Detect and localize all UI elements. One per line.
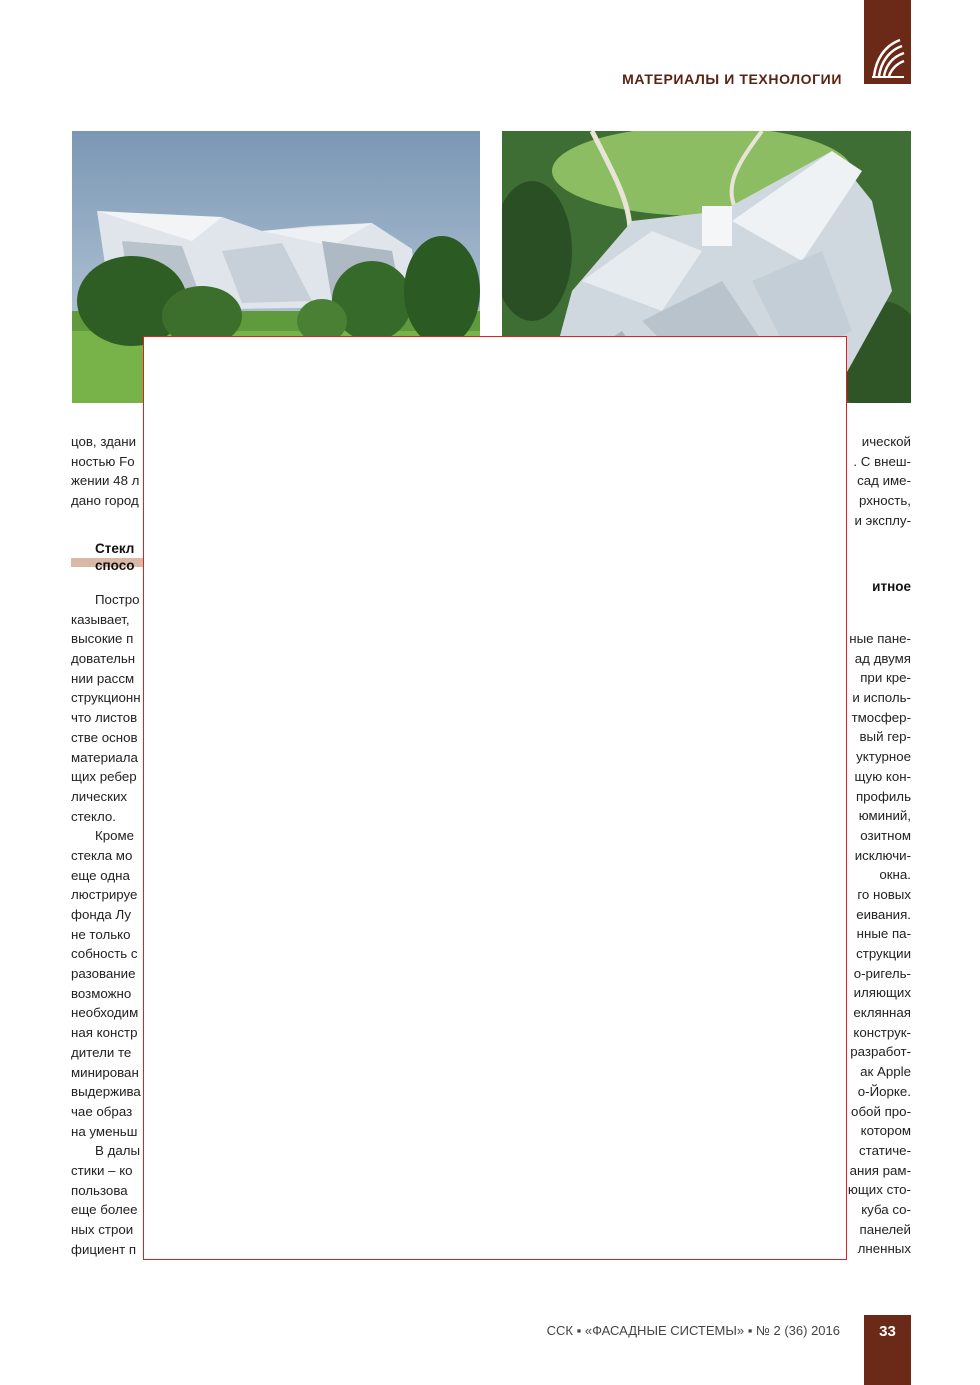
- text-line: еще одна: [71, 867, 130, 883]
- text-line: котором: [860, 1123, 911, 1139]
- text-line: еще более: [71, 1202, 138, 1218]
- text-line: го новых: [857, 886, 911, 902]
- text-line: еклянная: [853, 1005, 911, 1021]
- page-number-tab: [864, 1315, 911, 1385]
- text-line: на уменьш: [71, 1123, 138, 1139]
- text-line: щую кон-: [854, 768, 911, 784]
- text-line: тмосфер-: [851, 709, 911, 725]
- text-line: Постро: [95, 592, 140, 607]
- text-line: ные пане-: [849, 631, 911, 646]
- text-line: высокие п: [71, 631, 134, 647]
- text-line: о-ригель-: [853, 965, 911, 981]
- text-line: при кре-: [860, 670, 911, 686]
- text-line: озитном: [860, 827, 911, 843]
- header-corner-tab: [864, 0, 911, 84]
- section-title: МАТЕРИАЛЫ И ТЕХНОЛОГИИ: [622, 71, 842, 87]
- text-line: стекла мо: [71, 847, 133, 863]
- text-line: собность с: [71, 946, 138, 962]
- text-line: исключи-: [854, 847, 911, 863]
- subheading-right: итное: [872, 579, 911, 594]
- text-line: и исполь-: [852, 690, 911, 706]
- text-line: материала: [71, 749, 138, 765]
- text-line: люстрируе: [71, 887, 138, 903]
- text-line: минирован: [71, 1064, 139, 1080]
- text-line: ная констр: [71, 1025, 138, 1041]
- text-line: ической: [861, 434, 911, 449]
- text-line: выдержива: [71, 1084, 141, 1100]
- text-line: чае образ: [71, 1103, 133, 1119]
- text-line: ания рам-: [849, 1162, 911, 1178]
- text-line: казывает,: [71, 611, 130, 627]
- text-line: лненных: [857, 1241, 911, 1257]
- page-number: 33: [879, 1323, 896, 1340]
- text-line: и эксплу-: [854, 512, 911, 528]
- text-line: Кроме: [95, 828, 135, 844]
- text-line: нные па-: [856, 926, 911, 942]
- text-line: возможно: [71, 985, 132, 1001]
- text-line: юминий,: [858, 808, 911, 824]
- text-line: стики – ко: [71, 1162, 133, 1178]
- text-line: вый гер-: [859, 729, 911, 745]
- text-line: статиче-: [859, 1142, 911, 1158]
- text-line: дано город: [71, 493, 139, 509]
- redaction-overlay: [143, 336, 847, 1260]
- text-line: еивания.: [856, 906, 911, 922]
- text-line: конструк-: [853, 1024, 911, 1040]
- text-line: профиль: [855, 788, 911, 804]
- text-line: струкции: [856, 946, 911, 961]
- text-line: необходим: [71, 1005, 139, 1021]
- text-line: уктурное: [856, 749, 911, 765]
- text-line: струкционн: [71, 690, 141, 706]
- text-line: куба со-: [861, 1201, 911, 1217]
- text-line: ак Apple: [860, 1064, 911, 1080]
- text-line: цов, здани: [71, 434, 137, 449]
- text-line: ющих сто-: [847, 1182, 911, 1198]
- text-line: фициент п: [71, 1241, 137, 1257]
- text-line: не только: [71, 926, 131, 942]
- text-line: сад име-: [857, 473, 911, 489]
- text-line: пользова: [71, 1182, 128, 1198]
- text-line: что листов: [71, 710, 138, 726]
- stylized-curve-logo-icon: [870, 36, 906, 80]
- text-line: В далы: [95, 1143, 141, 1159]
- text-line: ностью Fo: [71, 453, 135, 469]
- text-line: разование: [71, 966, 136, 982]
- text-line: ных строи: [71, 1222, 134, 1237]
- text-line: фонда Лу: [71, 907, 132, 922]
- text-line: довательн: [71, 651, 136, 667]
- text-line: нии рассм: [71, 670, 135, 686]
- journal-footer: ССК ▪ «ФАСАДНЫЕ СИСТЕМЫ» ▪ № 2 (36) 2016: [546, 1323, 840, 1338]
- subheading-line: спосо: [95, 558, 135, 573]
- text-line: щих ребер: [71, 769, 137, 785]
- text-line: стекло.: [71, 808, 116, 824]
- text-line: дители те: [71, 1044, 132, 1060]
- text-line: жении 48 л: [71, 473, 140, 489]
- text-line: панелей: [859, 1221, 911, 1237]
- subheading-line: Стекл: [95, 541, 135, 556]
- text-line: обой про-: [851, 1103, 911, 1119]
- text-line: . С внеш-: [853, 453, 911, 469]
- text-line: о-Йорке.: [857, 1083, 911, 1099]
- text-line: стве основ: [71, 729, 138, 745]
- text-line: лических: [71, 788, 128, 804]
- text-line: разработ-: [850, 1044, 911, 1060]
- text-line: окна.: [879, 867, 911, 883]
- text-line: ад двумя: [854, 650, 911, 666]
- text-line: рхность,: [859, 493, 911, 509]
- text-line: иляющих: [853, 985, 911, 1001]
